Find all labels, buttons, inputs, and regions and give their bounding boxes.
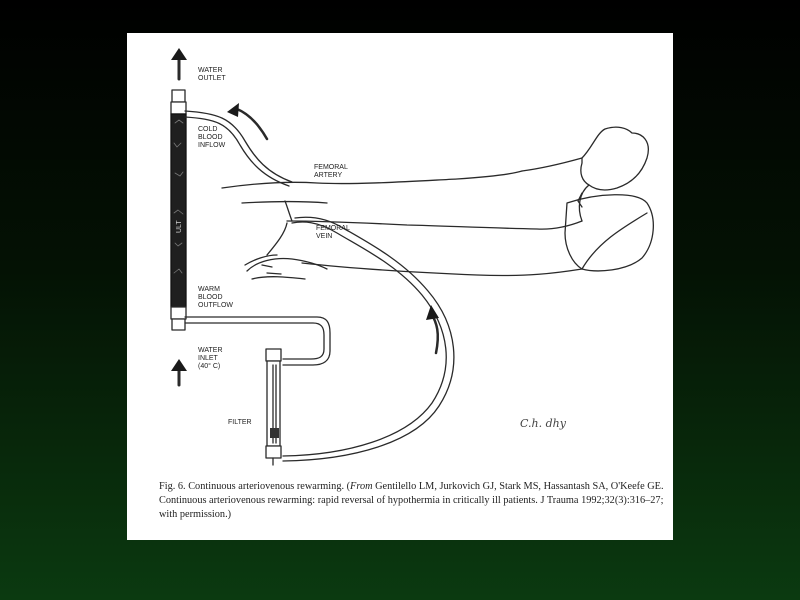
water-inlet-arrow xyxy=(171,359,187,385)
caption-citation: Gentilello LM, Jurkovich GJ, Stark MS, Hassantash SA, O'Keefe GE. Continuous arteriovenous rewarming: rapid reversal of hypothermia in critically ill patients. J Trauma 1992;32(3):316–27; with permission.) xyxy=(159,481,664,520)
label-warm-blood-outflow: WARM BLOOD OUTFLOW xyxy=(198,286,233,309)
patient-arm-upper xyxy=(222,171,522,188)
caption-fig-label: Fig. 6. xyxy=(159,481,186,492)
patient-hand xyxy=(245,255,327,279)
caption-from: From xyxy=(350,481,373,492)
figure-caption xyxy=(159,480,664,522)
svg-text:ULT: ULT xyxy=(176,220,183,233)
signature: C.h. dhy xyxy=(520,417,566,430)
patient-head xyxy=(581,127,648,190)
label-femoral-vein: FEMORAL VEIN xyxy=(316,225,350,240)
caption-text: Continuous arteriovenous rewarming. ( xyxy=(188,481,351,492)
pillow xyxy=(565,195,653,271)
label-water-inlet: WATER INLET (40° C) xyxy=(198,347,223,370)
label-water-outlet: WATER OUTLET xyxy=(198,67,226,82)
patient-body xyxy=(522,158,582,171)
figure-panel xyxy=(127,33,673,540)
label-filter: FILTER xyxy=(228,419,252,426)
rewarming-diagram xyxy=(127,33,673,473)
label-cold-blood-inflow: COLD BLOOD INFLOW xyxy=(198,126,226,149)
filter-device xyxy=(266,349,281,465)
water-outlet-arrow xyxy=(171,48,187,79)
heat-exchanger xyxy=(171,90,186,330)
label-femoral-artery: FEMORAL ARTERY xyxy=(314,164,348,179)
